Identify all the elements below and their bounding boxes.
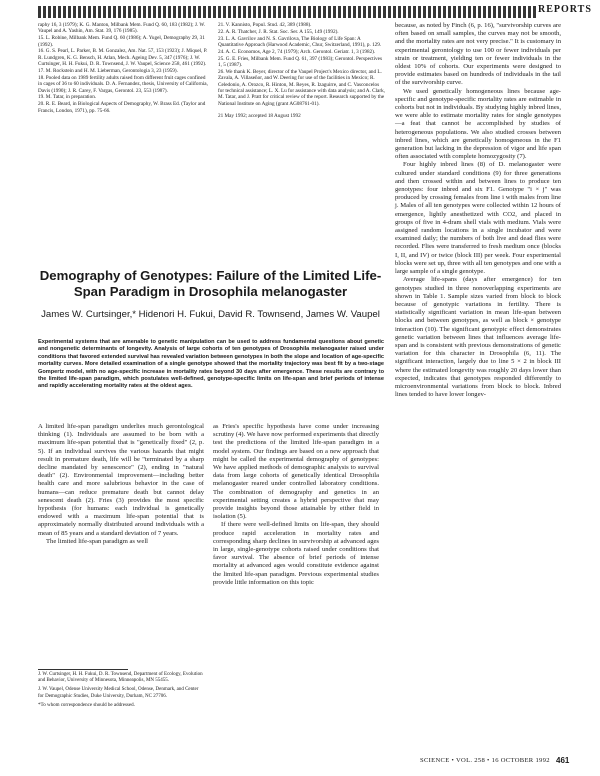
reference: 18. Pooled data on 1989 fertility adults raised from different fruit cages confined in cages of 36 to 60 individuals. D. A. Fernandez, thesis, University of California, Davis (1990); J. R. Carey, F. Vargas, Gerontol. 23, 553 (1987). [38,74,208,94]
reference: 20. R. E. Beard, in Biological Aspects of Demography, W. Brass Ed. (Taylor and Francis, London, 1971), pp. 75-66. [38,101,206,114]
paragraph: as Fries's specific hypothesis have come under increasing scrutiny (4). We have now performed experiments that directly test the predictions of the limited life-span paradigm in a model system. Our findings are based on a new approach that might be called the experimental demography of genotypes: We have applied methods of demographic analysis to survival data from large cohorts of genetically identical Drosophila melanogaster reared under controlled laboratory conditions. The combination of demography and genetics in an experimental setting creates a hybrid perspective that may provide insights beyond those attainable by either field in isolation (5). [213,423,379,521]
article-authors: James W. Curtsinger,* Hidenori H. Fukui, David R. Townsend, James W. Vaupel [41,309,380,320]
footnote: J. W. Vaupel, Odense University Medical School, Odense, Denmark, and Center for Demographic Studies, Duke University, Durham, NC 27706. [38,687,199,699]
paragraph: We used genetically homogeneous lines because age-specific and genotype-specific mortality rates are estimable in cohorts but not in individuals. By studying highly inbred lines, we were able to estimate mortality rates for single genotypes—a feat that cannot be accomplished by studies of heterogeneous populations. We also studied crosses between inbred lines, which are genetically homogeneous in the F1 generation but lacking in the depression of vigor and life span often associated with complete homozygosity (7). [395,87,561,161]
footnote: *To whom correspondence should be addressed. [38,702,135,708]
references-right [218,22,386,120]
page-number: 461 [556,756,570,765]
body-column-3 [395,22,561,399]
body-column-2 [213,423,379,587]
body-column-1 [38,423,204,546]
paragraph: The limited life-span paradigm as well [46,537,148,545]
reference: 25. G. E. Fries, Milbank Mem. Fund Q. 61, 397 (1983); Gerontol. Perspectives 1, 5 (1987). [218,55,382,68]
paragraph: Average life-spans (days after emergence) for ten genotypes studied in three nonoverlapping experiments are shown in Table 1. Sample sizes varied from block to block because of genotypic variations in fertility. There is statistically significant variation in mean life-span between blocks and between genotypes, as well as block × genotype interaction (10). The significant genotypic effect demonstrates genetic variation between lines that influences average life-span and is consistent with previous demonstrations of genetic variation for this character in Drosophila (6, 11). The significant interaction, largely due to line 5 × 2 in block III where the estimated longevity was roughly 20 days lower than expected, indicates that genotypes responded differently to microenvironmental variations from block to block. Inbred lines tended to have lower longev- [395,276,561,399]
footnote-rule [38,669,128,670]
paragraph: A limited life-span paradigm underlies much gerontological thinking (1). Individuals are assumed to be born with a maximum life-span potential that is "genetically fixed" (2, p. 5). If an individual survives the various hazards that might result in premature death, life will be "terminated by a sharp decline mandated by senescence" (2), ending in "natural death" (2). Environmental improvement—including better health care and more salubrious behavior in the case of humans—can reduce premature death but cannot delay senescent death (2). Fries (3) provides the most specific hypothesis (for humans: each individual is genetically endowed with a maximum life-span potential that is approximately normally distributed around individuals with a mean of 85 years and a standard deviation of 7 years. [38,423,204,537]
reference: raphy 16, 3 (1979); K. G. Manton, Milbank Mem. Fund Q. 60, 183 (1982); J. W. Vaupel and A. Yashin, Am. Stat. 39, 176 (1985). [38,22,206,35]
reference: 16. G. S. Pearl, L. Parker, B. M. Gonzalez, Am. Nat. 57, 153 (1923); J. Miquel, P. R. Lundgren, K. G. Bensch, H. Atlan, Mech. Ageing Dev. 5, 347 (1976); J. W. Curtsinger, H. H. Fukui, D. R. Townsend, J. W. Vaupel, Science 258, 461 (1992). [38,48,208,68]
references-left [38,22,210,114]
reference: 24. A. C. Economos, Age 2, 74 (1979); Arch. Gerontol. Geriatr. 1, 3 (1982). [218,48,376,55]
reference: 19. M. Tatar, in preparation. [38,94,97,101]
reference: 21. V. Kannisto, Popul. Stud. 42, 389 (1988). [218,22,312,28]
abstract: Experimental systems that are amenable to genetic manipulation can be used to address fundamental questions about genetic and nongenetic determinants of longevity. Analysis of large cohorts of ten genotypes of Drosophila melanogaster raised under conditions that favored extended survival has revealed variation between genotypes in both the slope and location of age-specific mortality curves. More detailed examination of a single genotype showed that the mortality trajectory was best fit by a two-stage Gompertz model, with no age-specific increase in mortality rates beyond 30 days after emergence. These results are contrary to the limited life-span paradigm, which postulates well-defined, genotype-specific limits on life-span and brief periods of intense and rapidly accelerating mortality rates at the oldest ages. [38,339,384,390]
footnote: J. W. Curtsinger, H. H. Fukui, D. R. Townsend, Department of Ecology, Evolution and Behavior, University of Minnesota, Minneapolis, MN 55455. [38,672,203,684]
article-title: Demography of Genotypes: Failure of the Limited Life-Span Paradigm in Drosophila melanogaster [39,268,382,299]
reference: 22. A. R. Thatcher, J. R. Stat. Soc. Ser. A 155, 149 (1992). [218,28,339,35]
section-label: REPORTS [538,4,592,15]
footnotes [38,672,204,709]
paragraph: If there were well-defined limits on life-span, they should produce rapid acceleration in mortality rates and corresponding sharp declines in survivorship at advanced ages in large, single-genotype cohorts raised under conditions that favor survival. The absence of brief periods of intense mortality at advanced ages would constitute evidence against the limited life-span paradigm. Previous experimental studies provide little information on this topic [213,521,379,586]
reference: 23. L. A. Gavrilov and N. S. Gavrilova, The Biology of Life Span: A Quantitative Approach (Harwood Academic, Chur, Switzerland, 1991), p. 129. [218,35,382,48]
header-rule [38,6,538,18]
reference: 26. We thank K. Beyer, director of the Vaupel Project's Mexico director, and L. Zavala, A. Villaseñor, and W. Deering for use of the facilities in Mexico; R. Celedonio, A. Orozco, R. Hinton, M. Reyes, R. Izaguirre, and C. Vasconcelos for technical assistance; L. X. Lu for assistance with data analysis; and A. Clark, M. Tatar, and J. Pratt for critical review of the report. Research supported by the National Institute on Aging (grant AG08761-01). [218,68,385,107]
received-accepted-dates: 21 May 1992; accepted 18 August 1992 [218,113,301,120]
journal-footer: SCIENCE • VOL. 258 • 16 OCTOBER 1992 [420,757,550,764]
reference: 15. L. Robine, Milbank Mem. Fund Q. 60 (1986); A. Yugel, Demography 29, 31 (1992). [38,35,205,48]
reference: 17. M. Rockstein and H. M. Lieberman, Gerontologia 3, 23 (1959). [38,68,178,75]
paragraph: because, as noted by Finch (6, p. 16), "survivorship curves are often based on small samples, the curves may not be smooth, and the mortality rates are not very precise." It is customary in experimental gerontology to use 100 or fewer individuals per strain or treatment, yielding ten or fewer individuals in the oldest 10% of cohorts. Our experiments were designed to provide estimates based on hundreds of individuals in the tail of the survivorship curve. [395,22,561,87]
paragraph: Four highly inbred lines (8) of D. melanogaster were cultured under standard conditions (9) for three generations and then crossed within and between lines to produce ten genotypes: four inbred and six F1. Genotype "i × j" was produced by crossing females from line i with males from line j. Males of all ten genotypes were collected within 12 hours of emergence, lightly anesthetized with CO2, and placed in groups of five in 4-dram shell vials with medium. Vials were assigned random locations in a single incubator and were examined daily; the numbers of both live and dead flies were recorded. Flies were transferred to fresh medium once (blocks I, II, and IV) or twice (block III) per week. Four experimental blocks were set up, three with all ten genotypes and one with a large sample of a single genotype. [395,161,561,276]
